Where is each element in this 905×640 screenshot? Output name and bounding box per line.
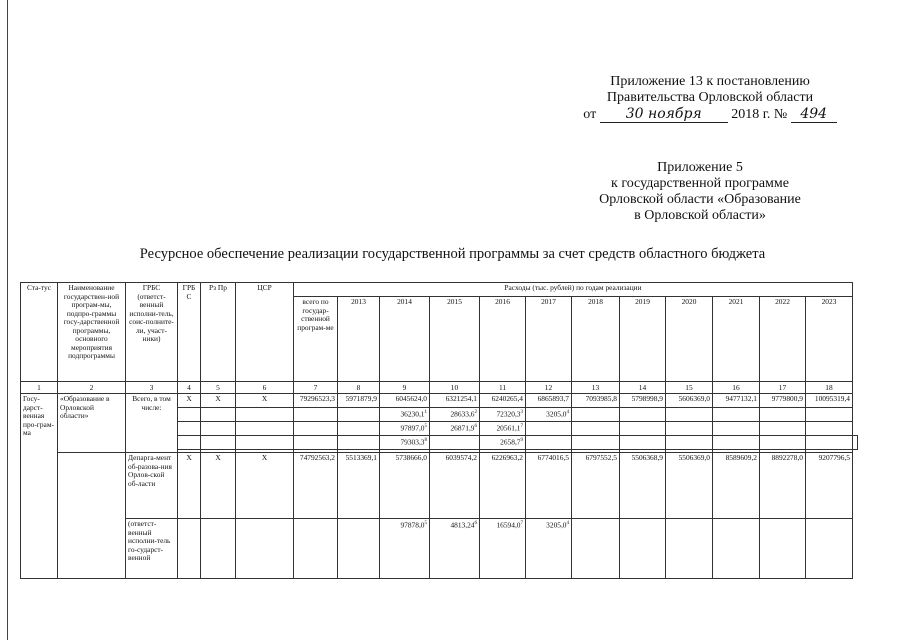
program-sub2-value: 26871,9$^6$ [430,422,480,436]
program-value: 5971879,9 [338,394,380,408]
program-sub2-value: 20561,1$^7$ [480,422,526,436]
program-grbs: X [178,394,201,408]
col-number: 3 [126,382,178,394]
program-status: Госу-дарст-венная про-грам-ма [21,394,58,579]
program-sub2-value: 97897,0$^5$ [380,422,430,436]
col-number: 14 [620,382,666,394]
approval-year: 2018 г. № [731,107,788,122]
department-sub-value: 97878,0$^5$ [380,519,430,579]
col-number: 2 [58,382,126,394]
department-value: 6039574,2 [430,453,480,519]
department-value: 5513369,1 [338,453,380,519]
program-sub3-value: 2658,7$^9$ [480,436,526,450]
header-year: 2015 [430,297,480,382]
department-csr: X [236,453,294,519]
col-number: 10 [430,382,480,394]
scan-border-line [7,0,8,640]
header-year: 2018 [572,297,620,382]
department-total: 74792563,2 [294,453,338,519]
department-value: 8892278,0 [760,453,806,519]
header-csr: ЦСР [236,283,294,382]
approval-date-handwritten: 30 ноября [600,106,728,123]
header-year: 2021 [713,297,760,382]
page-title: Ресурсное обеспечение реализации государственной программы за счет средств областного бюджета [139,246,766,262]
header-rzpr: Рз Пр [201,283,236,382]
program-total: 79296523,3 [294,394,338,408]
approval-line2: Правительства Орловской области [606,90,814,105]
department-resp2: (ответст-венный исполни-тель го-сударст-венной [126,519,178,579]
program-rzpr: X [201,394,236,408]
col-number: 17 [760,382,806,394]
program-value: 5606369,0 [666,394,713,408]
program-value: 9477132,1 [713,394,760,408]
department-value: 6774016,5 [526,453,572,519]
table-row [21,394,858,408]
table-row [21,519,858,579]
header-year: 2017 [526,297,572,382]
header-name: Наименование государствен-ной програм-мы, подпро-граммы госу-дарственной программы, основного мероприятия подпрограммы [58,283,126,382]
header-status: Ста-тус [21,283,58,382]
program-value: 10095319,4 [806,394,853,408]
program-value: 6240265,4 [480,394,526,408]
col-number: 9 [380,382,430,394]
program-csr: X [236,394,294,408]
department-sub-value: 4813,24$^6$ [430,519,480,579]
program-value: 7093985,8 [572,394,620,408]
appendix-line3: Орловской области «Образование [599,192,801,207]
header-year: 2014 [380,297,430,382]
header-year: 2019 [620,297,666,382]
program-name: «Образование в Орловской области» [58,394,126,453]
resource-table [20,282,858,579]
department-resp: Депарга-мент об-разова-ния Орлов-ской об-ласти [126,453,178,519]
department-rzpr: X [201,453,236,519]
department-grbs: X [178,453,201,519]
program-sub1-value: 3205,0$^4$ [526,408,572,422]
department-value: 6226963,2 [480,453,526,519]
program-value: 9779800,9 [760,394,806,408]
header-year: 2016 [480,297,526,382]
approval-line3 [560,106,860,123]
header-year: 2023 [806,297,853,382]
department-value: 5506369,0 [666,453,713,519]
department-value: 8589609,2 [713,453,760,519]
col-number: 16 [713,382,760,394]
header-year: 2022 [760,297,806,382]
header-expenses: Расходы (тыс. рублей) по годам реализации [294,283,853,297]
col-number: 18 [806,382,853,394]
approval-block [560,74,860,123]
col-number: 1 [21,382,58,394]
program-sub3-value: 79303,3$^8$ [380,436,430,450]
col-number: 8 [338,382,380,394]
header-total: всего по государ-ственной програм-ме [294,297,338,382]
col-number: 15 [666,382,713,394]
header-year: 2020 [666,297,713,382]
department-value: 5506368,9 [620,453,666,519]
table-row [21,453,858,519]
department-sub-value: 16594,0$^7$ [480,519,526,579]
header-grbs2: ГРБ С [178,283,201,382]
program-sub1-value: 28633,6$^2$ [430,408,480,422]
col-number: 12 [526,382,572,394]
approval-line1: Приложение 13 к постановлению [610,74,810,89]
col-number: 13 [572,382,620,394]
col-number: 7 [294,382,338,394]
col-number: 5 [201,382,236,394]
appendix-line1: Приложение 5 [657,160,743,175]
col-number: 11 [480,382,526,394]
column-number-row [21,382,858,394]
program-value: 6865893,7 [526,394,572,408]
appendix-line2: к государственной программе [611,176,789,191]
program-value: 6321254,1 [430,394,480,408]
department-value: 6797552,5 [572,453,620,519]
col-number: 4 [178,382,201,394]
department-value: 9207796,5 [806,453,853,519]
header-grbs: ГРБС (ответст-венный исполни-тель, соис-полните-ли, участ-ники) [126,283,178,382]
approval-number-handwritten: 494 [791,106,837,123]
approval-from: от [583,107,597,122]
department-sub-value: 3205,0$^4$ [526,519,572,579]
program-sub1-value: 36230,1$^1$ [380,408,430,422]
department-value: 5738666,0 [380,453,430,519]
program-resp: Всего, в том числе: [126,394,178,453]
col-number: 6 [236,382,294,394]
appendix-block [585,160,815,224]
program-value: 5798998,9 [620,394,666,408]
program-value: 6045624,0 [380,394,430,408]
appendix-line4: в Орловской области» [634,208,766,223]
program-sub1-value: 72320,3$^3$ [480,408,526,422]
header-year: 2013 [338,297,380,382]
